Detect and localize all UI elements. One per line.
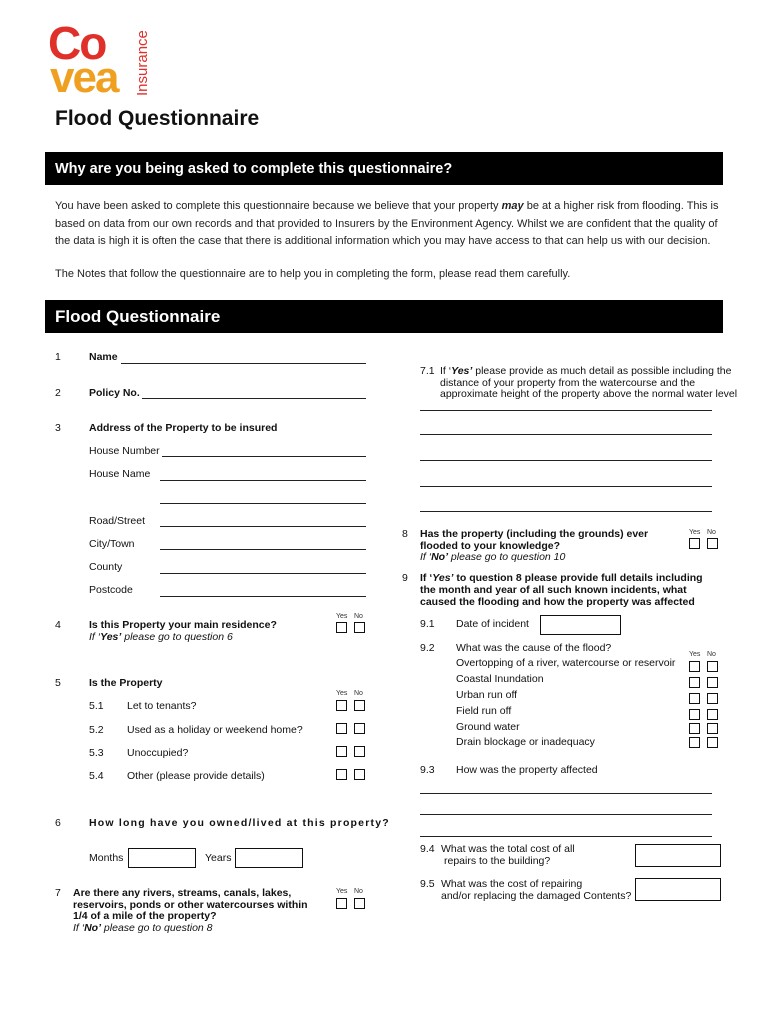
q1-number: 1 [55,351,61,363]
q5-3-no-checkbox[interactable] [354,746,365,757]
q6-number: 6 [55,817,61,829]
q7-1-answer-line-2[interactable] [420,434,712,435]
logo-insurance: Insurance [134,30,151,96]
q9-5-line-1: What was the cost of repairing [441,878,583,890]
q7-1-answer-line-4[interactable] [420,486,712,487]
q5-3-number: 5.3 [89,747,104,759]
q8-number: 8 [402,528,408,540]
cause-field-runoff-yes-checkbox[interactable] [689,709,700,720]
q9-number: 9 [402,572,408,584]
q7-line-2: reservoirs, ponds or other watercourses within [73,899,308,911]
road-street-label: Road/Street [89,515,146,527]
date-of-incident-input[interactable] [540,615,621,635]
q9-2-no-header: No [707,651,716,658]
q9-line-2: the month and year of all such known incidents, what [420,584,687,596]
q4-no-header: No [354,613,363,620]
q9-5-number: 9.5 [420,878,435,890]
q9-1-label: Date of incident [456,618,529,630]
q7-1-line-3: approximate height of the property above the normal water level [440,388,738,400]
q9-line-1: If ‘Yes’ to question 8 please provide full details including [420,572,703,584]
q7-no-checkbox[interactable] [354,898,365,909]
cause-ground-water-yes-checkbox[interactable] [689,723,700,734]
house-number-label: House Number [89,445,160,457]
cause-ground-water-label: Ground water [456,721,520,733]
covea-insurance-logo [48,17,158,102]
months-label: Months [89,852,124,864]
section-heading-why: Why are you being asked to complete this questionnaire? [45,152,723,185]
q7-1-answer-line-3[interactable] [420,460,712,461]
q5-3-label: Unoccupied? [127,747,189,759]
q7-1-line-1: If ‘Yes’ please provide as much detail as possible including the [440,365,732,377]
q7-yes-checkbox[interactable] [336,898,347,909]
building-repair-cost-input[interactable] [635,844,721,867]
cause-urban-runoff-yes-checkbox[interactable] [689,693,700,704]
q5-1-no-checkbox[interactable] [354,700,365,711]
cause-overtopping-no-checkbox[interactable] [707,661,718,672]
q9-4-line-2: repairs to the building? [444,855,551,867]
cause-urban-runoff-no-checkbox[interactable] [707,693,718,704]
q8-no-checkbox[interactable] [707,538,718,549]
q7-yes-header: Yes [336,888,348,895]
q4-yes-checkbox[interactable] [336,622,347,633]
q1-label: Name [89,351,118,363]
q5-4-number: 5.4 [89,770,104,782]
county-input-line[interactable] [160,573,366,574]
q7-1-line-2: distance of your property from the watercourse and the [440,377,696,389]
q5-no-header: No [354,690,363,697]
q5-1-number: 5.1 [89,700,104,712]
cause-drain-blockage-yes-checkbox[interactable] [689,737,700,748]
house-name-input-line[interactable] [160,480,366,481]
q9-2-yes-header: Yes [689,651,701,658]
q8-yes-header: Yes [689,529,701,536]
q5-4-yes-checkbox[interactable] [336,769,347,780]
q5-3-yes-checkbox[interactable] [336,746,347,757]
q9-5-line-2: and/or replacing the damaged Contents? [441,890,632,902]
q9-1-number: 9.1 [420,618,435,630]
house-name-input-line-2[interactable] [160,503,366,504]
q7-1-number: 7.1 [420,365,435,377]
cause-overtopping-yes-checkbox[interactable] [689,661,700,672]
cause-ground-water-no-checkbox[interactable] [707,723,718,734]
q9-3-label: How was the property affected [456,764,598,776]
section-heading-questionnaire: Flood Questionnaire [45,300,723,333]
years-label: Years [205,852,232,864]
q9-line-3: caused the flooding and how the property was affected [420,596,695,608]
q7-line-3: 1/4 of a mile of the property? [73,910,217,922]
q5-2-label: Used as a holiday or weekend home? [127,724,303,736]
q5-2-number: 5.2 [89,724,104,736]
q7-1-answer-line-5[interactable] [420,511,712,512]
postcode-label: Postcode [89,584,133,596]
q9-3-number: 9.3 [420,764,435,776]
q3-number: 3 [55,422,61,434]
q7-note: If ‘No’ please go to question 8 [73,922,213,934]
intro-paragraph-1: You have been asked to complete this questionnaire because we believe that your property may be at a higher risk from flooding. This is based on data from our own records and that provided to Insurers by the Environment Agency. Whilst we are confident that the quality of the data is high it is often the case that there is additional information which you may have access to that can help us with our decision. [55,200,719,247]
q5-1-label: Let to tenants? [127,700,197,712]
q7-1-answer-line-1[interactable] [420,410,712,411]
q8-line-1: Has the property (including the grounds) ever [420,528,649,540]
house-number-input-line[interactable] [162,456,366,457]
q4-no-checkbox[interactable] [354,622,365,633]
cause-drain-blockage-label: Drain blockage or inadequacy [456,736,595,748]
q8-line-2: flooded to your knowledge? [420,540,560,552]
q5-2-yes-checkbox[interactable] [336,723,347,734]
intro-paragraph-2: The Notes that follow the questionnaire are to help you in completing the form, please read them carefully. [55,268,571,280]
q5-2-no-checkbox[interactable] [354,723,365,734]
cause-overtopping-label: Overtopping of a river, watercourse or reservoir [456,657,676,669]
house-name-label: House Name [89,468,151,480]
q5-4-no-checkbox[interactable] [354,769,365,780]
q9-4-line-1: What was the total cost of all [441,843,575,855]
logo-vea: vea [50,53,118,102]
city-town-input-line[interactable] [160,549,366,550]
q9-4-number: 9.4 [420,843,435,855]
years-input[interactable] [235,848,303,868]
q2-number: 2 [55,387,61,399]
property-affected-line-1[interactable] [420,793,712,794]
q7-line-1: Are there any rivers, streams, canals, lakes, [73,887,292,899]
cause-coastal-label: Coastal Inundation [456,673,544,685]
q2-label: Policy No. [89,387,140,399]
q8-note: If ‘No’ please go to question 10 [420,551,566,563]
cause-coastal-no-checkbox[interactable] [707,677,718,688]
property-affected-line-3[interactable] [420,836,712,837]
q8-no-header: No [707,529,716,536]
q5-1-yes-checkbox[interactable] [336,700,347,711]
page-title: Flood Questionnaire [55,107,260,130]
months-input[interactable] [128,848,196,868]
contents-repair-cost-input[interactable] [635,878,721,901]
q5-4-label: Other (please provide details) [127,770,265,782]
q4-number: 4 [55,619,61,631]
road-street-input-line[interactable] [160,526,366,527]
q5-yes-header: Yes [336,690,348,697]
q6-label: How long have you owned/lived at this property? [89,817,390,829]
cause-drain-blockage-no-checkbox[interactable] [707,737,718,748]
county-label: County [89,561,123,573]
policy-number-input-line[interactable] [142,398,366,399]
q4-label: Is this Property your main residence? [89,619,277,631]
cause-coastal-yes-checkbox[interactable] [689,677,700,688]
cause-urban-runoff-label: Urban run off [456,689,518,701]
cause-field-runoff-no-checkbox[interactable] [707,709,718,720]
q4-yes-header: Yes [336,613,348,620]
q3-label: Address of the Property to be insured [89,422,278,434]
q7-number: 7 [55,887,61,899]
city-town-label: City/Town [89,538,135,550]
property-affected-line-2[interactable] [420,814,712,815]
logo-co: Co [48,17,106,69]
postcode-input-line[interactable] [160,596,366,597]
q5-number: 5 [55,677,61,689]
q7-no-header: No [354,888,363,895]
q9-2-label: What was the cause of the flood? [456,642,612,654]
q9-2-number: 9.2 [420,642,435,654]
cause-field-runoff-label: Field run off [456,705,512,717]
q8-yes-checkbox[interactable] [689,538,700,549]
q5-label: Is the Property [89,677,163,689]
name-input-line[interactable] [121,363,366,364]
q4-note: If ‘Yes’ please go to question 6 [89,631,233,643]
